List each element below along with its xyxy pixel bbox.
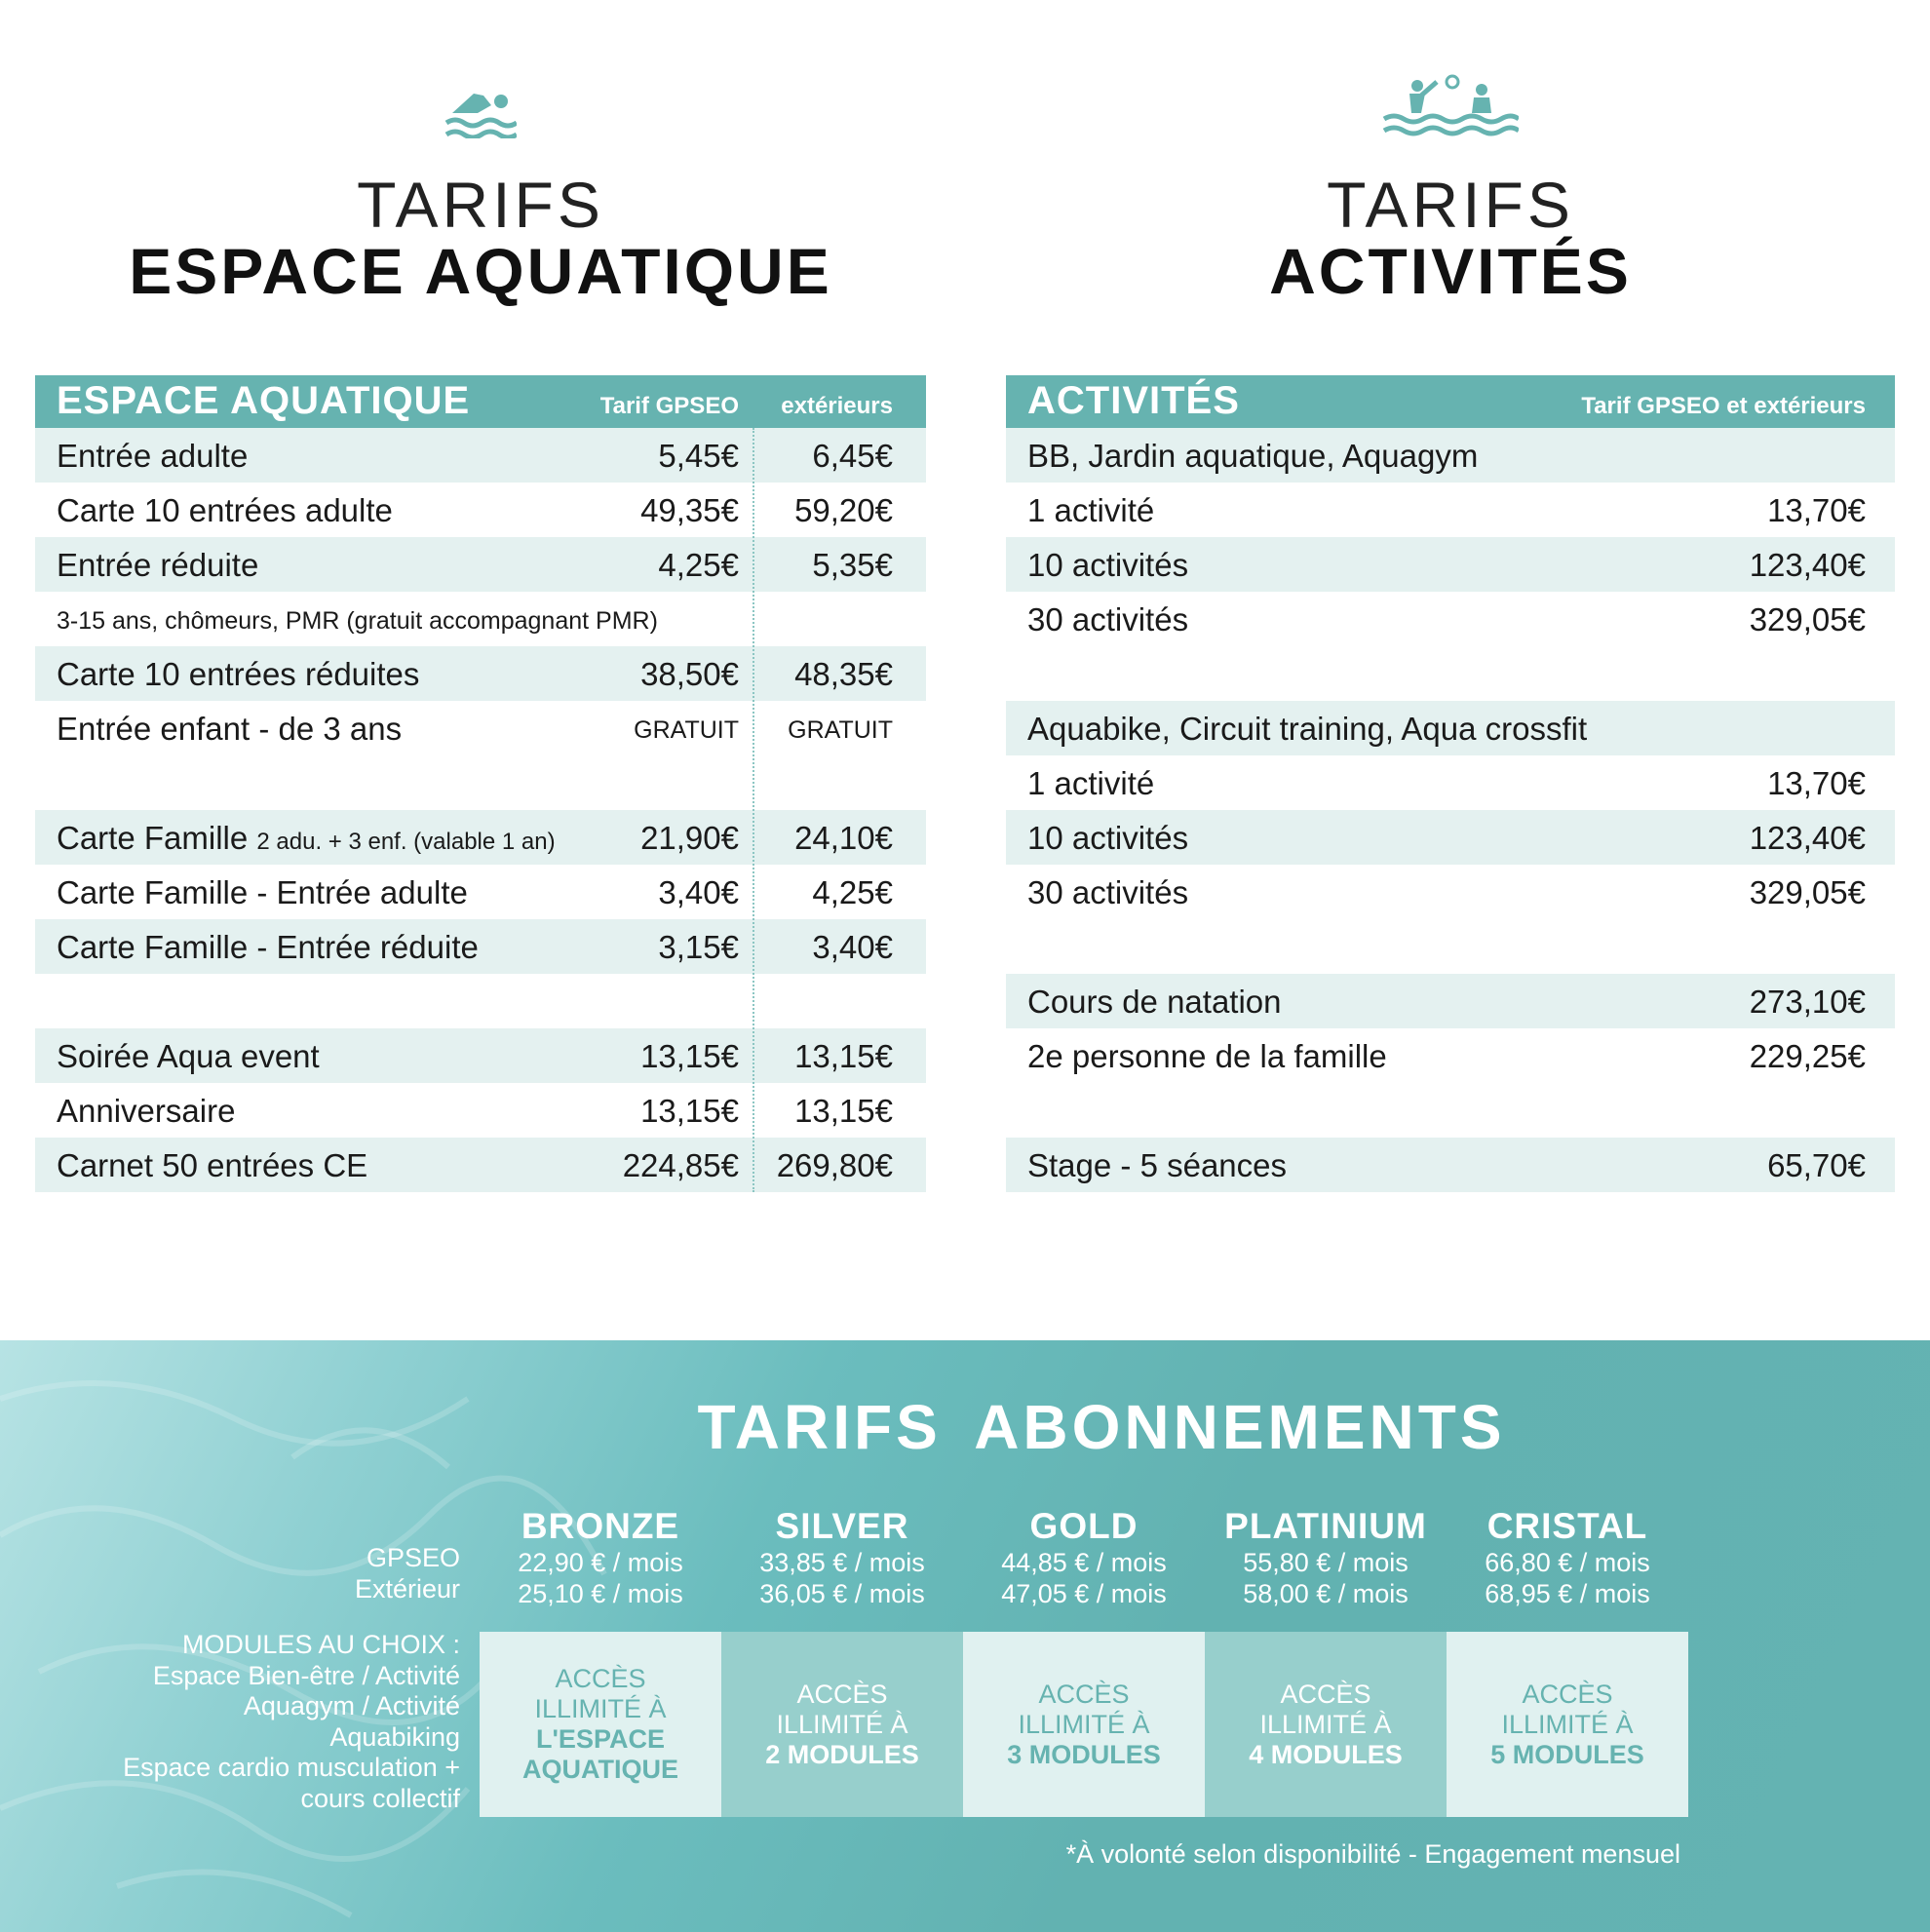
table-row xyxy=(1006,865,1895,919)
row-label: Aquabike, Circuit training, Aqua crossfit xyxy=(1027,711,1588,747)
plan-bronze xyxy=(480,1506,721,1609)
row-label xyxy=(57,929,479,966)
plan-price-exterieur: 58,00 € / mois xyxy=(1243,1579,1409,1608)
table-row xyxy=(35,483,926,537)
column-divider xyxy=(753,428,754,1192)
access-line: ILLIMITÉ À xyxy=(534,1694,667,1723)
label-gpseo: GPSEO xyxy=(366,1543,460,1572)
access-line: ACCÈS xyxy=(1522,1679,1613,1709)
plan-price-gpseo: 66,80 € / mois xyxy=(1485,1548,1650,1577)
access-bold: AQUATIQUE xyxy=(522,1755,678,1784)
price-exterieurs: 6,45€ xyxy=(812,438,893,474)
row-label xyxy=(57,438,248,475)
price-exterieurs: 24,10€ xyxy=(794,820,893,856)
price-gpseo: 4,25€ xyxy=(658,547,739,583)
price-exterieurs: 59,20€ xyxy=(794,492,893,528)
plan-price-gpseo: 22,90 € / mois xyxy=(518,1548,683,1577)
row-label: 1 activité xyxy=(1027,492,1155,528)
table-row xyxy=(35,592,926,646)
plan-price-gpseo: 55,80 € / mois xyxy=(1243,1548,1409,1577)
price-exterieurs: 48,35€ xyxy=(794,656,893,692)
row-label: 30 activités xyxy=(1027,601,1189,638)
heading-bold: ESPACE AQUATIQUE xyxy=(129,235,832,307)
price-exterieurs: 4,25€ xyxy=(812,874,893,910)
plan-access-text xyxy=(1249,1680,1403,1770)
table-row xyxy=(1006,537,1895,592)
plan-name: BRONZE xyxy=(521,1506,680,1546)
access-line: ILLIMITÉ À xyxy=(1018,1709,1150,1739)
access-line: ACCÈS xyxy=(1280,1679,1371,1709)
modules-line: Aquabiking xyxy=(329,1721,460,1752)
access-bold: 5 MODULES xyxy=(1490,1739,1644,1769)
abonnements-title: TARIFS ABONNEMENTS xyxy=(697,1392,1506,1462)
plan-access-box xyxy=(1447,1632,1688,1817)
table-row xyxy=(1006,1028,1895,1083)
price: 13,70€ xyxy=(1767,492,1866,528)
access-line: ACCÈS xyxy=(796,1679,888,1709)
price-gpseo: 13,15€ xyxy=(640,1038,739,1074)
plan-name: GOLD xyxy=(1029,1506,1139,1546)
price-exterieurs: 13,15€ xyxy=(794,1038,893,1074)
access-bold: 2 MODULES xyxy=(765,1739,919,1769)
row-label: 1 activité xyxy=(1027,765,1155,801)
row-label-text: Carnet 50 entrées CE xyxy=(57,1147,368,1183)
modules-line: cours collectif xyxy=(300,1783,460,1813)
row-label-text: Anniversaire xyxy=(57,1093,236,1129)
access-line: ACCÈS xyxy=(555,1664,646,1693)
table-row xyxy=(1006,592,1895,646)
price-exterieurs: GRATUIT xyxy=(788,716,893,744)
water-play-icon xyxy=(1006,74,1895,133)
row-label: 10 activités xyxy=(1027,547,1189,583)
table-body xyxy=(1006,428,1895,1192)
table-row xyxy=(35,865,926,919)
table-row xyxy=(1006,974,1895,1028)
footnote: *À volonté selon disponibilité - Engagement mensuel xyxy=(1065,1839,1680,1869)
row-label-text: Carte Famille - Entrée réduite xyxy=(57,929,479,965)
plan-access-text xyxy=(522,1664,678,1785)
table-body xyxy=(35,428,926,1192)
row-label-text: Entrée enfant - de 3 ans xyxy=(57,711,403,747)
table-row xyxy=(1006,483,1895,537)
row-label xyxy=(57,874,468,911)
row-label-text: Carte 10 entrées réduites xyxy=(57,656,420,692)
swimmer-icon xyxy=(35,84,926,142)
price: 123,40€ xyxy=(1749,820,1866,856)
table-row xyxy=(1006,919,1895,974)
table-row xyxy=(35,428,926,483)
table-row xyxy=(35,1083,926,1138)
table-row xyxy=(1006,810,1895,865)
plan-price-gpseo: 44,85 € / mois xyxy=(1001,1548,1167,1577)
price-gpseo: 21,90€ xyxy=(640,820,739,856)
access-line: ILLIMITÉ À xyxy=(776,1709,908,1739)
price: 329,05€ xyxy=(1749,601,1866,638)
row-label-text: Carte Famille xyxy=(57,820,249,856)
price-gpseo: GRATUIT xyxy=(634,716,739,744)
price-gpseo: 3,15€ xyxy=(658,929,739,965)
column-header-tarif: Tarif GPSEO et extérieurs xyxy=(1581,393,1866,419)
row-label xyxy=(57,656,419,693)
plan-access-box xyxy=(1205,1632,1447,1817)
access-line: ACCÈS xyxy=(1038,1679,1130,1709)
price-exterieurs: 13,15€ xyxy=(794,1093,893,1129)
row-label xyxy=(57,492,393,529)
plan-gold xyxy=(963,1506,1205,1609)
row-label-text: Entrée adulte xyxy=(57,438,249,474)
activites-price-table xyxy=(1006,375,1895,1192)
table-row xyxy=(35,537,926,592)
table-row xyxy=(1006,1138,1895,1192)
table-row xyxy=(35,1138,926,1192)
table-row xyxy=(35,974,926,1028)
row-label xyxy=(57,1038,320,1075)
plan-access-box xyxy=(963,1632,1205,1817)
price-exterieurs: 5,35€ xyxy=(812,547,893,583)
abonnements-section xyxy=(0,1340,1930,1932)
price: 123,40€ xyxy=(1749,547,1866,583)
table-header xyxy=(1006,375,1895,428)
plan-silver xyxy=(721,1506,963,1609)
plan-price-gpseo: 33,85 € / mois xyxy=(759,1548,925,1577)
table-title: ESPACE AQUATIQUE xyxy=(57,379,471,422)
price-exterieurs: 3,40€ xyxy=(812,929,893,965)
table-row xyxy=(1006,1083,1895,1138)
table-row xyxy=(1006,701,1895,755)
table-row xyxy=(1006,646,1895,701)
modules-line: Espace Bien-être / Activité xyxy=(152,1660,460,1690)
row-label: Stage - 5 séances xyxy=(1027,1147,1287,1183)
plan-name: PLATINIUM xyxy=(1224,1506,1427,1546)
plan-access-box xyxy=(480,1632,721,1817)
plan-price-exterieur: 36,05 € / mois xyxy=(759,1579,925,1608)
plan-cristal xyxy=(1447,1506,1688,1609)
heading-bold: ACTIVITÉS xyxy=(1269,235,1632,307)
row-label-text: Entrée réduite xyxy=(57,547,259,583)
modules-line: Espace cardio musculation + xyxy=(123,1753,460,1782)
column-header-exterieurs: extérieurs xyxy=(781,393,893,419)
table-row xyxy=(1006,755,1895,810)
row-label-text: Soirée Aqua event xyxy=(57,1038,320,1074)
plan-name: CRISTAL xyxy=(1486,1506,1648,1546)
plan-price-exterieur: 25,10 € / mois xyxy=(518,1579,683,1608)
row-label-text: Carte Famille - Entrée adulte xyxy=(57,874,468,910)
table-header xyxy=(35,375,926,428)
column-header-gpseo: Tarif GPSEO xyxy=(599,393,739,419)
modules-line: Aquagym / Activité xyxy=(243,1691,460,1720)
row-label xyxy=(57,547,258,584)
price-exterieurs: 269,80€ xyxy=(776,1147,893,1183)
price-gpseo: 13,15€ xyxy=(640,1093,739,1129)
aquatique-price-table xyxy=(35,375,926,1192)
price: 273,10€ xyxy=(1749,984,1866,1020)
access-line: ILLIMITÉ À xyxy=(1501,1709,1634,1739)
plan-name: SILVER xyxy=(775,1506,909,1546)
access-bold: 3 MODULES xyxy=(1007,1739,1161,1769)
price-gpseo: 3,40€ xyxy=(658,874,739,910)
row-label: Cours de natation xyxy=(1027,984,1282,1020)
row-label xyxy=(57,1147,367,1184)
price-gpseo: 38,50€ xyxy=(640,656,739,692)
price-gpseo: 5,45€ xyxy=(658,438,739,474)
heading-light: TARIFS xyxy=(1327,169,1574,241)
access-bold: 4 MODULES xyxy=(1249,1739,1403,1769)
plan-access-box xyxy=(721,1632,963,1817)
plan-access-text xyxy=(1007,1680,1161,1770)
price: 65,70€ xyxy=(1767,1147,1866,1183)
price: 329,05€ xyxy=(1749,874,1866,910)
heading-light: TARIFS xyxy=(357,169,604,241)
access-line: ILLIMITÉ À xyxy=(1259,1709,1392,1739)
price-gpseo: 224,85€ xyxy=(622,1147,739,1183)
table-row xyxy=(1006,428,1895,483)
row-label: BB, Jardin aquatique, Aquagym xyxy=(1027,438,1479,474)
price: 13,70€ xyxy=(1767,765,1866,801)
plan-access-text xyxy=(765,1680,919,1770)
row-label-text: 3-15 ans, chômeurs, PMR (gratuit accompagnant PMR) xyxy=(57,607,658,635)
table-row xyxy=(35,646,926,701)
modules-line: MODULES AU CHOIX : xyxy=(181,1630,460,1659)
price-gpseo: 49,35€ xyxy=(640,492,739,528)
row-label-text: Carte 10 entrées adulte xyxy=(57,492,393,528)
row-label xyxy=(57,607,658,636)
row-label-detail: 2 adu. + 3 enf. (valable 1 an) xyxy=(256,829,556,855)
row-label: 2e personne de la famille xyxy=(1027,1038,1387,1074)
row-label: 30 activités xyxy=(1027,874,1189,910)
table-title: ACTIVITÉS xyxy=(1027,379,1240,422)
plan-price-exterieur: 68,95 € / mois xyxy=(1485,1579,1650,1608)
plan-price-exterieur: 47,05 € / mois xyxy=(1001,1579,1167,1608)
modules-description xyxy=(123,1630,460,1814)
table-row xyxy=(35,810,926,865)
row-label xyxy=(57,1093,235,1130)
table-row xyxy=(35,701,926,755)
table-row xyxy=(35,1028,926,1083)
access-bold: L'ESPACE xyxy=(536,1724,665,1754)
row-label xyxy=(57,820,556,857)
label-exterieur: Extérieur xyxy=(354,1574,460,1604)
row-label xyxy=(57,711,402,748)
price: 229,25€ xyxy=(1749,1038,1866,1074)
table-row xyxy=(35,919,926,974)
table-row xyxy=(35,755,926,810)
row-label: 10 activités xyxy=(1027,820,1189,856)
plan-access-text xyxy=(1490,1680,1644,1770)
plan-platinium xyxy=(1205,1506,1447,1609)
